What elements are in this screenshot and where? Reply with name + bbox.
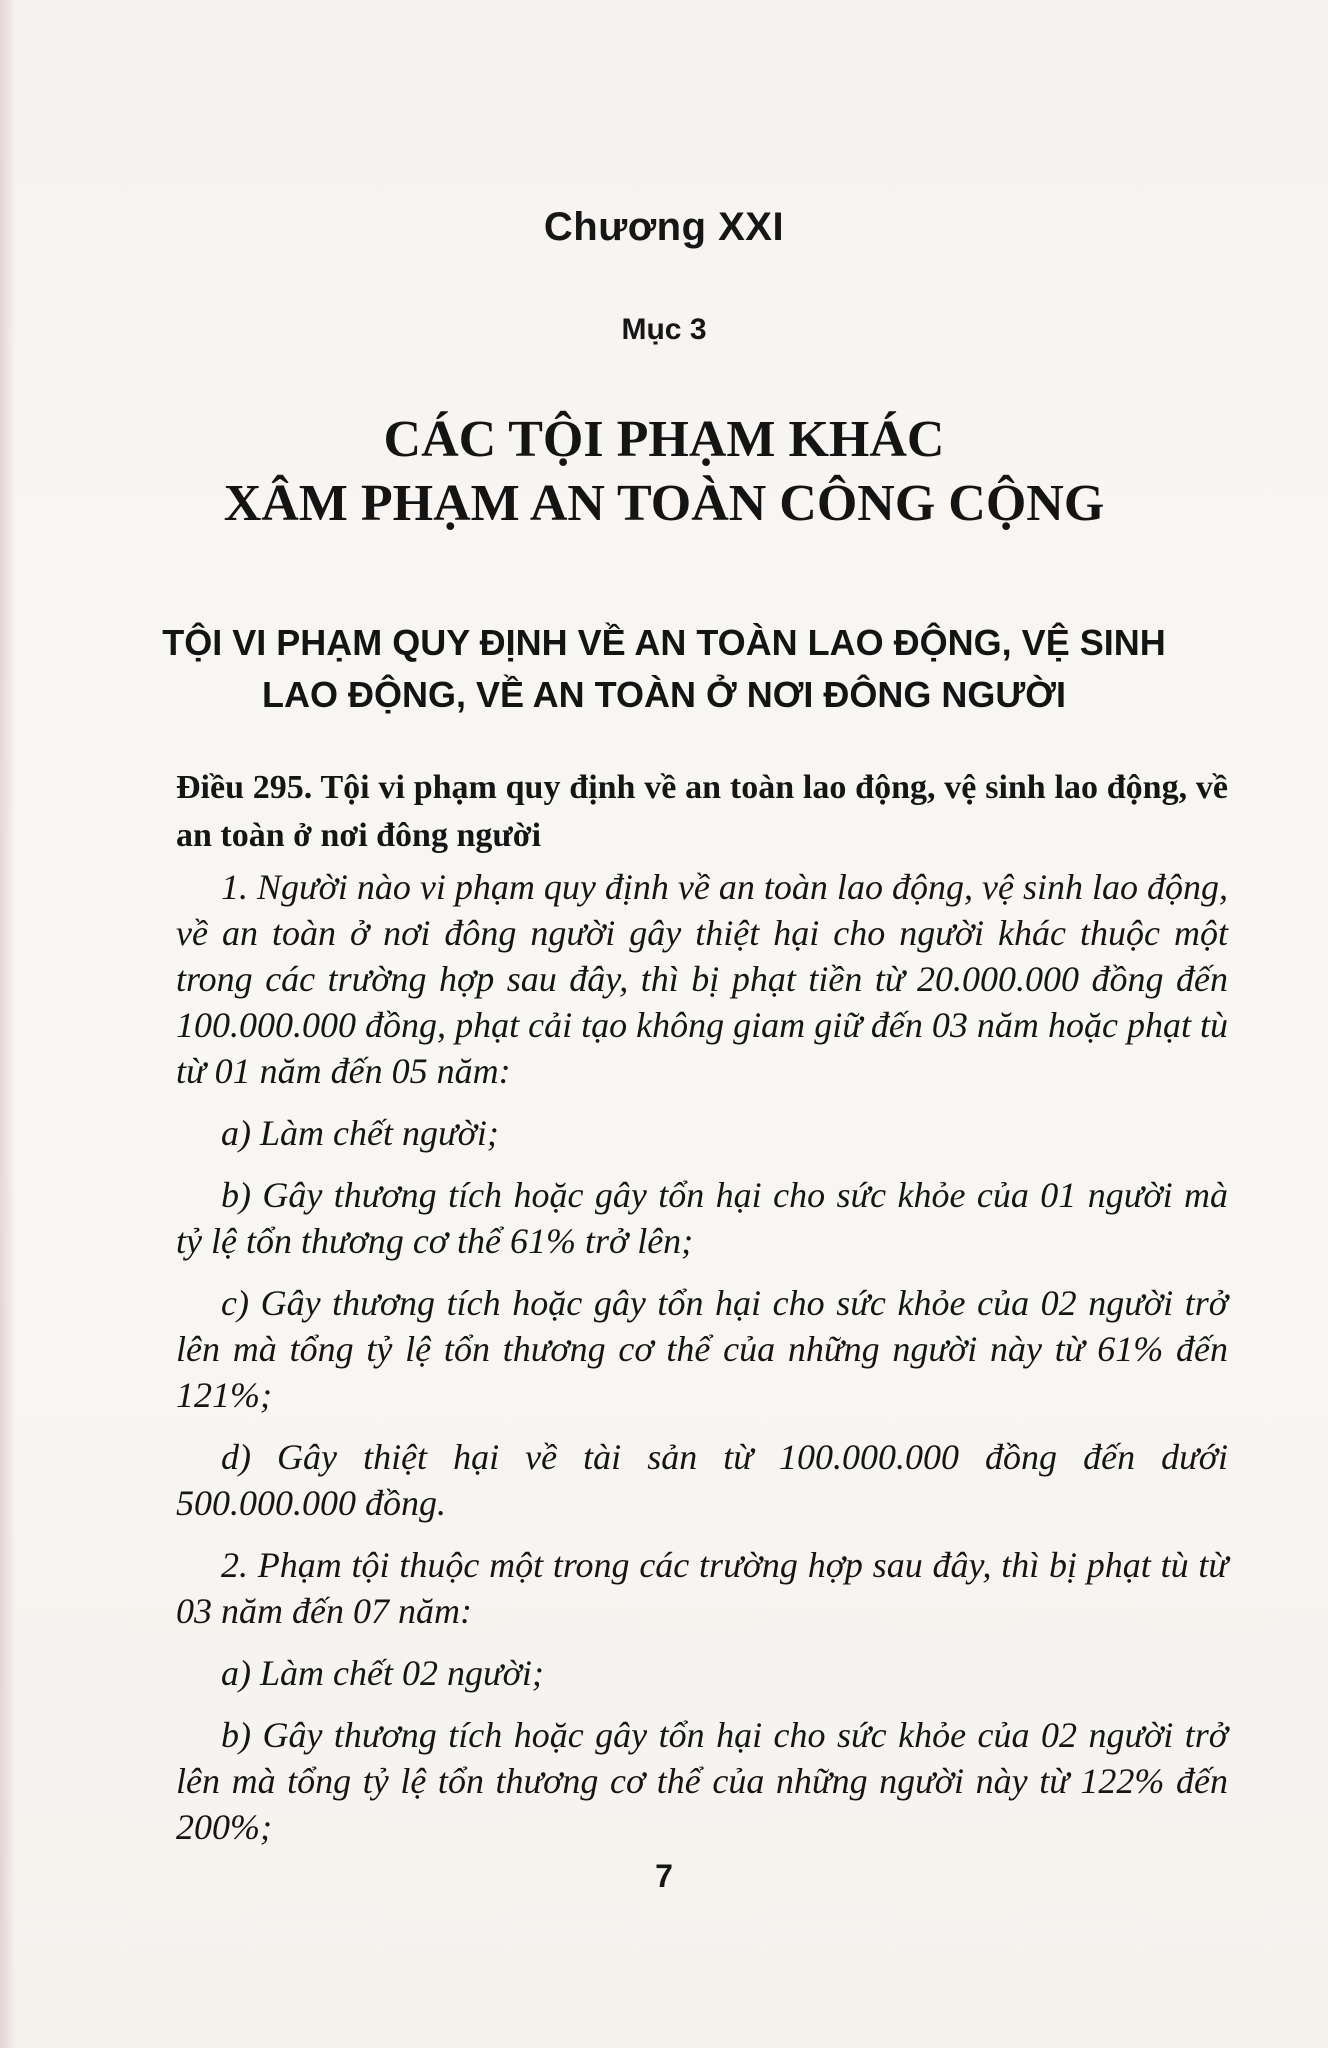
clause-2: 2. Phạm tội thuộc một trong các trường hợp sau đây, thì bị phạt tù từ 03 năm đến 07 năm: bbox=[176, 1545, 1228, 1631]
section-heading: Mục 3 bbox=[621, 313, 707, 346]
part-title-line-2: XÂM PHẠM AN TOÀN CÔNG CỘNG bbox=[223, 475, 1105, 532]
article-heading: Điều 295. Tội vi phạm quy định về an toàn lao động, vệ sinh lao động, về an toàn ở nơi đông người bbox=[176, 769, 1228, 854]
clause-2-item-a: a) Làm chết 02 người; bbox=[221, 1653, 544, 1693]
page-edge-shadow bbox=[0, 0, 16, 2048]
chapter-heading: Chương XXI bbox=[543, 205, 785, 249]
page-number: 7 bbox=[655, 1858, 673, 1894]
clause-1-item-a: a) Làm chết người; bbox=[221, 1113, 499, 1153]
crime-title-line-1: TỘI VI PHẠM QUY ĐỊNH VỀ AN TOÀN LAO ĐỘNG, VỆ SINH bbox=[162, 622, 1166, 663]
crime-title bbox=[60, 617, 1268, 721]
crime-title-line-2: LAO ĐỘNG, VỀ AN TOÀN Ở NƠI ĐÔNG NGƯỜI bbox=[261, 674, 1067, 715]
part-title-line-1: CÁC TỘI PHẠM KHÁC bbox=[383, 411, 945, 468]
clause-1: 1. Người nào vi phạm quy định về an toàn lao động, vệ sinh lao động, về an toàn ở nơi đông người gây thiệt hại cho người khác thuộc một trong các trường hợp sau đây, thì bị phạt tiền từ 20.000.000 đồng đến 100.000.000 đồng, phạt cải tạo không giam giữ đến 03 năm hoặc phạt tù từ 01 năm đến 05 năm: bbox=[176, 867, 1228, 1091]
clause-1-item-b: b) Gây thương tích hoặc gây tổn hại cho sức khỏe của 01 người mà tỷ lệ tổn thương cơ thể 61% trở lên; bbox=[176, 1175, 1228, 1261]
clause-1-item-d: d) Gây thiệt hại về tài sản từ 100.000.000 đồng đến dưới 500.000.000 đồng. bbox=[176, 1437, 1228, 1523]
part-title bbox=[0, 408, 1328, 536]
clause-1-item-c: c) Gây thương tích hoặc gây tổn hại cho sức khỏe của 02 người trở lên mà tổng tỷ lệ tổn thương cơ thể của những người này từ 61% đến 121%; bbox=[176, 1283, 1228, 1415]
article-295 bbox=[176, 764, 1228, 1866]
clause-2-item-b: b) Gây thương tích hoặc gây tổn hại cho sức khỏe của 02 người trở lên mà tổng tỷ lệ tổn thương cơ thể của những người này từ 122% đến 200%; bbox=[176, 1715, 1228, 1847]
